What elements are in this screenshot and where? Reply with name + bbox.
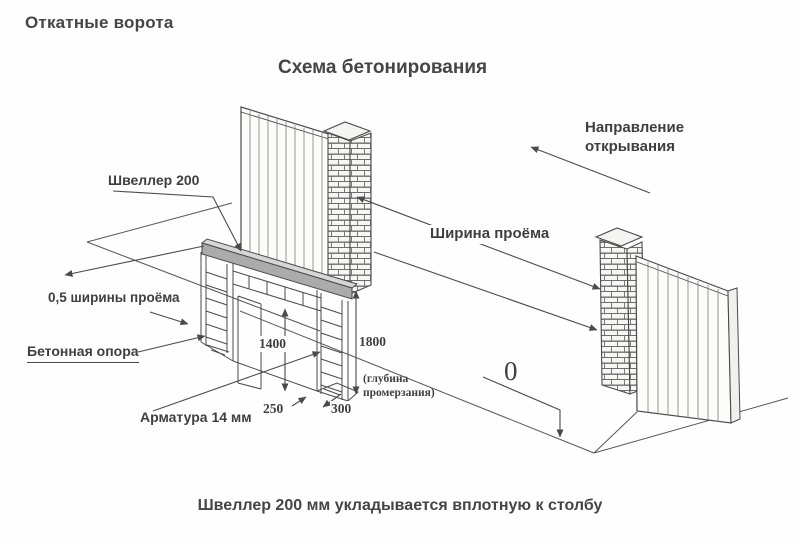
diagram-subtitle: Схема бетонирования bbox=[278, 57, 488, 78]
zero-level-line bbox=[483, 377, 560, 437]
concrete-support-label: Бетонная опора bbox=[27, 343, 139, 363]
opening-width-dim-right bbox=[478, 243, 600, 289]
support-leader bbox=[138, 336, 205, 352]
half-width-label: 0,5 ширины проёма bbox=[48, 290, 180, 305]
frost-depth-note bbox=[362, 372, 436, 400]
half-width-leader bbox=[150, 312, 188, 324]
dim-1800: 1800 bbox=[359, 334, 386, 349]
dim-250: 250 bbox=[263, 401, 284, 416]
channel-leader bbox=[113, 191, 241, 251]
brick-pillar-left bbox=[324, 122, 371, 294]
opening-direction-line2: открывания bbox=[585, 137, 676, 155]
zero-level-mark: 0 bbox=[504, 356, 518, 386]
half-width-dim bbox=[65, 246, 204, 275]
dim-1400: 1400 bbox=[259, 336, 286, 351]
opening-width-label: Ширина проёма bbox=[430, 225, 550, 242]
frost-note-line2: промерзания) bbox=[363, 387, 435, 399]
rebar-label: Арматура 14 мм bbox=[140, 409, 252, 425]
frost-note-line1: (глубина bbox=[363, 373, 409, 385]
channel-label: Швеллер 200 bbox=[108, 172, 200, 188]
page-title: Откатные ворота bbox=[25, 13, 174, 32]
opening-direction-label bbox=[585, 119, 684, 157]
dim-300: 300 bbox=[331, 401, 352, 416]
opening-direction-line1: Направление bbox=[585, 119, 685, 136]
rebar-leader bbox=[153, 352, 320, 411]
bottom-caption: Швеллер 200 мм укладывается вплотную к столбу bbox=[197, 497, 603, 514]
opening-width-extension bbox=[374, 252, 597, 330]
fence-panel bbox=[636, 256, 740, 423]
dim-250-arrow bbox=[292, 397, 306, 406]
